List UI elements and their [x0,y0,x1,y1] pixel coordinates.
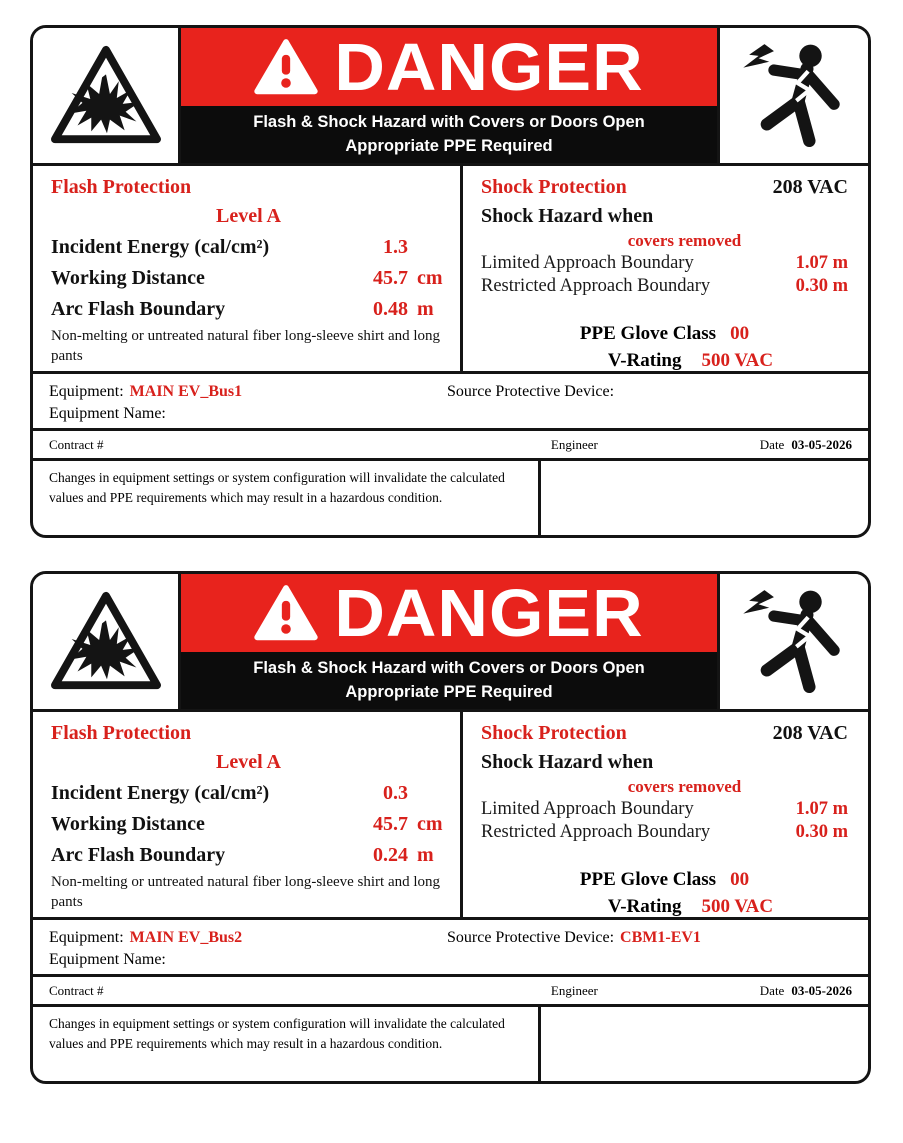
hazard-subtitle-line1: Flash & Shock Hazard with Covers or Doors Open [253,113,645,132]
restricted-approach-value: 0.30 m [795,822,848,842]
restricted-approach-row [481,276,848,297]
equipment-label: Equipment: [49,929,124,946]
warning-triangle-icon [254,38,318,96]
incident-energy-label: Incident Energy (cal/cm²) [51,782,270,804]
flash-protection-section [33,166,463,371]
working-distance-label: Working Distance [51,267,205,289]
ppe-description: Non-melting or untreated natural fiber long-sleeve shirt and long pants [51,874,441,910]
arc-flash-hazard-icon [33,574,181,709]
source-device-field [447,927,701,949]
source-device-value: CBM1-EV1 [620,929,701,946]
glove-class-value: 00 [730,323,750,344]
hazard-subtitle-band [181,106,717,163]
contract-row [33,428,868,458]
danger-word: DANGER [334,29,644,105]
disclaimer-text: Changes in equipment settings or system configuration will invalidate the calculated values and PPE requirements which may result in a hazardous condition. [49,470,505,506]
equipment-field [49,927,447,949]
working-distance-label: Working Distance [51,813,205,835]
equipment-label: Equipment: [49,383,124,400]
danger-banner [181,28,717,163]
source-device-label: Source Protective Device: [447,383,615,400]
hazard-subtitle-band [181,652,717,709]
limited-approach-value: 1.07 m [795,253,848,273]
arc-flash-danger-label-1 [30,25,871,538]
hazard-subtitle-line2: Appropriate PPE Required [345,136,553,155]
engineer-label: Engineer [550,982,598,998]
ppe-level: Level A [216,205,281,227]
shock-title-row [481,176,848,199]
equipment-value: MAIN EV_Bus1 [129,383,243,400]
shock-hazard-when: Shock Hazard when [481,205,654,227]
electric-shock-person-icon [717,28,868,163]
contract-label: Contract # [49,982,104,998]
restricted-approach-row [481,822,848,843]
shock-protection-section [463,712,868,917]
arc-flash-boundary-label: Arc Flash Boundary [51,844,226,866]
shock-protection-title: Shock Protection [481,722,627,744]
engineer-label: Engineer [550,436,598,452]
danger-banner [181,574,717,709]
danger-red-band [181,574,717,652]
shock-protection-title: Shock Protection [481,176,627,198]
disclaimer-empty-cell [541,461,868,535]
covers-removed: covers removed [627,231,742,250]
ppe-level: Level A [216,751,281,773]
limited-approach-row [481,253,848,274]
working-distance-row [51,267,446,290]
danger-word: DANGER [334,575,644,651]
source-device-label: Source Protective Device: [447,929,615,946]
date-value: 03-05-2026 [791,436,852,452]
glove-class-row [481,323,848,345]
arc-flash-boundary-value: 0.48 [373,298,408,320]
date-value: 03-05-2026 [791,982,852,998]
contract-row [33,974,868,1004]
shock-title-row [481,722,848,745]
limited-approach-label: Limited Approach Boundary [481,799,694,819]
disclaimer-text: Changes in equipment settings or system configuration will invalidate the calculated values and PPE requirements which may result in a hazardous condition. [49,1016,505,1052]
glove-class-row [481,869,848,891]
disclaimer-row [33,458,868,535]
equipment-name-label: Equipment Name: [49,951,166,969]
working-distance-row [51,813,446,836]
incident-energy-value: 0.3 [383,782,408,804]
arc-flash-boundary-label: Arc Flash Boundary [51,298,226,320]
v-rating-value: 500 VAC [701,350,774,371]
shock-person-pictogram [735,583,853,701]
arc-flash-explosion-triangle-icon [47,588,165,696]
restricted-approach-label: Restricted Approach Boundary [481,822,711,842]
hazard-subtitle-line2: Appropriate PPE Required [345,682,553,701]
equipment-row [33,917,868,974]
contract-label: Contract # [49,436,104,452]
arc-flash-boundary-unit: m [417,298,434,320]
label-header [33,28,868,166]
incident-energy-row [51,782,446,805]
glove-class-label: PPE Glove Class [579,323,717,344]
equipment-row [33,371,868,428]
incident-energy-row [51,236,446,259]
system-voltage: 208 VAC [772,176,848,198]
date-field [760,983,852,999]
v-rating-row [481,350,848,372]
incident-energy-value: 1.3 [383,236,408,258]
arc-flash-hazard-icon [33,28,181,163]
limited-approach-row [481,799,848,820]
electric-shock-person-icon [717,574,868,709]
limited-approach-value: 1.07 m [795,799,848,819]
date-label: Date [759,982,785,998]
arc-flash-boundary-value: 0.24 [373,844,408,866]
shock-person-pictogram [735,37,853,155]
disclaimer-row [33,1004,868,1081]
label-body [33,166,868,371]
equipment-value: MAIN EV_Bus2 [129,929,243,946]
arc-flash-explosion-triangle-icon [47,42,165,150]
disclaimer-cell [33,461,541,535]
arc-flash-danger-label-2 [30,571,871,1084]
warning-triangle-icon [254,584,318,642]
hazard-subtitle-line1: Flash & Shock Hazard with Covers or Doors Open [253,659,645,678]
restricted-approach-value: 0.30 m [795,276,848,296]
flash-protection-title: Flash Protection [51,176,192,198]
working-distance-unit: cm [417,267,443,289]
incident-energy-label: Incident Energy (cal/cm²) [51,236,270,258]
v-rating-row [481,896,848,918]
ppe-description: Non-melting or untreated natural fiber long-sleeve shirt and long pants [51,328,441,364]
restricted-approach-label: Restricted Approach Boundary [481,276,711,296]
label-body [33,712,868,917]
flash-protection-title: Flash Protection [51,722,192,744]
working-distance-unit: cm [417,813,443,835]
shock-hazard-when: Shock Hazard when [481,751,654,773]
v-rating-value: 500 VAC [701,896,774,917]
working-distance-value: 45.7 [373,813,408,835]
arc-flash-boundary-unit: m [417,844,434,866]
equipment-name-label: Equipment Name: [49,405,166,423]
equipment-field [49,381,447,403]
covers-removed: covers removed [627,777,742,796]
arc-flash-boundary-row [51,298,446,321]
disclaimer-cell [33,1007,541,1081]
working-distance-value: 45.7 [373,267,408,289]
date-field [760,437,852,453]
glove-class-value: 00 [730,869,750,890]
source-device-field [447,381,620,403]
v-rating-label: V-Rating [607,350,682,371]
system-voltage: 208 VAC [772,722,848,744]
disclaimer-empty-cell [541,1007,868,1081]
arc-flash-boundary-row [51,844,446,867]
limited-approach-label: Limited Approach Boundary [481,253,694,273]
v-rating-label: V-Rating [607,896,682,917]
label-header [33,574,868,712]
shock-protection-section [463,166,868,371]
glove-class-label: PPE Glove Class [579,869,717,890]
date-label: Date [759,436,785,452]
flash-protection-section [33,712,463,917]
danger-red-band [181,28,717,106]
